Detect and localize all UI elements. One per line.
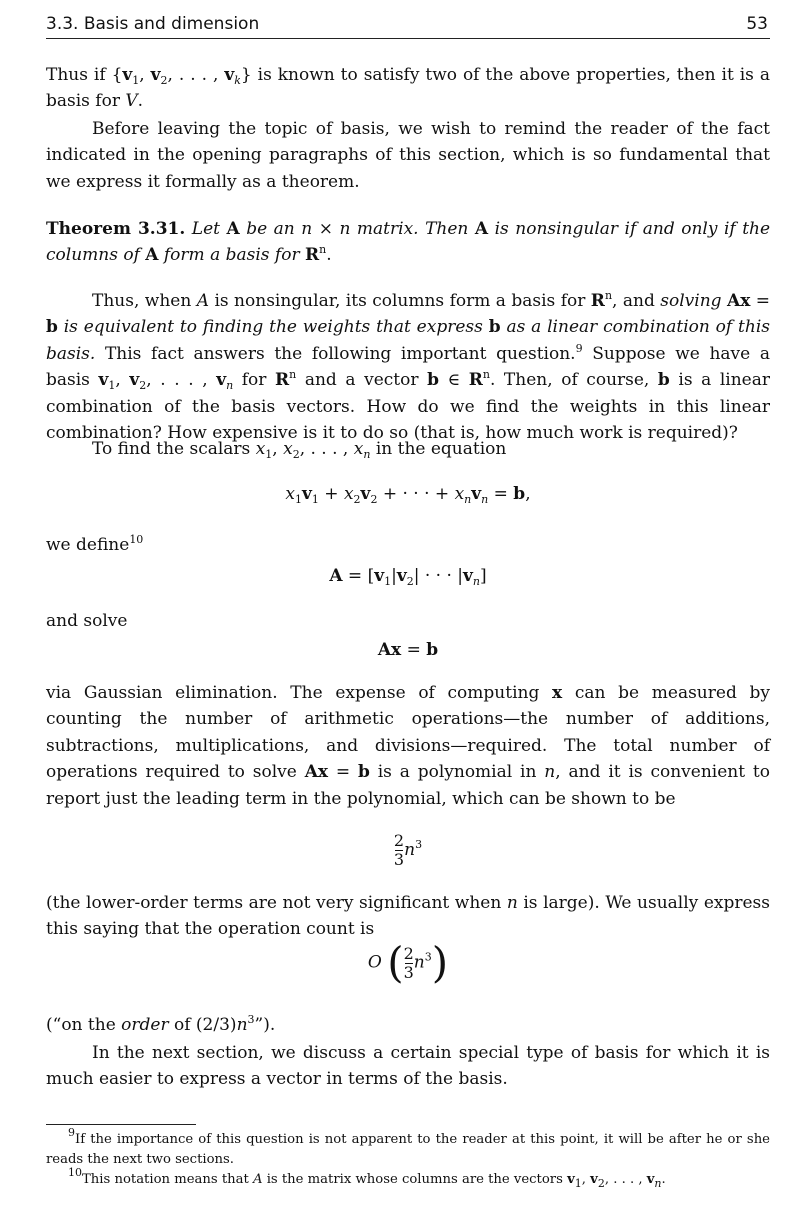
paragraph-we-define: we define$^{10}$ xyxy=(46,533,144,555)
footnote-divider xyxy=(46,1124,196,1125)
paragraph-6: (the lower-order terms are not very significant when n is large). We usually express this saying that the operation count is xyxy=(46,893,770,940)
equation-leading-term: $\frac{2}{3}$ $n^3$ xyxy=(393,831,423,869)
paragraph-and-solve: and solve xyxy=(46,611,128,631)
paragraph-1: Thus if {$v_1$, $v_2$, . . . , $v_k$} is known to satisfy two of the above properties, then it is a basis for V. xyxy=(46,65,770,112)
equation-big-o: O ( $\frac{2}{3}$ $n^3$) xyxy=(367,938,449,987)
theorem-3-31: Theorem 3.31. Let A be an n × n matrix. Then A is nonsingular if and only if the columns of A form a basis for $R^n$. xyxy=(46,219,771,266)
footnote-10: $^{10}$This notation means that A is the matrix whose columns are the vectors $v_1$, $v_2$, . . . , $v_n$. xyxy=(68,1166,666,1190)
equation-ax-b: Ax = b xyxy=(377,640,439,660)
equation-linear-combination: $x_1v_1 + x_2v_2$ + · · · + $x_nv_n = b$, xyxy=(285,484,531,506)
theorem-label: Theorem 3.31. xyxy=(46,219,186,239)
section-title: 3.3. Basis and dimension xyxy=(46,14,260,34)
paragraph-7: (“on the order of $(2/3)n^3$”). xyxy=(46,1013,276,1035)
footnote-ref-9: 9 xyxy=(575,341,583,355)
paragraph-8: In the next section, we discuss a certain special type of basis for which it is much easier to express a vector in terms of the basis. xyxy=(46,1043,770,1090)
paragraph-5: via Gaussian elimination. The expense of computing x can be measured by counting the number of arithmetic operations—the number of additions, subtractions, multiplications, and divisions—required. The total number of operations required to solve Ax = b is a polynomial in n, and it is convenient to report just the leading term in the polynomial, which can be shown to be xyxy=(46,683,770,809)
footnote-ref-10: 10 xyxy=(129,533,144,546)
equation-matrix-a: $A = [v_1|v_2|$ · · · $|v_n$] xyxy=(329,566,487,588)
paragraph-4: To find the scalars $x_1$, $x_2$, . . . , $x_n$ in the equation xyxy=(92,439,507,461)
footnote-9: $^9$If the importance of this question is not apparent to the reader at this point, it will be after he or she reads the next two sections. xyxy=(46,1126,770,1167)
paragraph-2: Before leaving the topic of basis, we wish to remind the reader of the fact indicated in the opening paragraphs of this section, which is so fundamental that we express it formally as a theorem. xyxy=(46,119,770,192)
page-number: 53 xyxy=(746,14,768,34)
paragraph-3: Thus, when A is nonsingular, its columns form a basis for $R^n$, and solving Ax = b is equivalent to finding the weights that express b as a linear combination of this basis. This fact answers the following important question.$^9$ Suppose we have a basis $v_1$, $v_2$, . . . , $v_n$ for $R^n$ and a vector b ∈ $R^n$. Then, of course, b is a linear combination of the basis vectors. How do we find the weights in this linear combination? How expensive is it to do so (that is, how much work is required)? xyxy=(46,289,771,444)
running-header xyxy=(46,12,770,39)
